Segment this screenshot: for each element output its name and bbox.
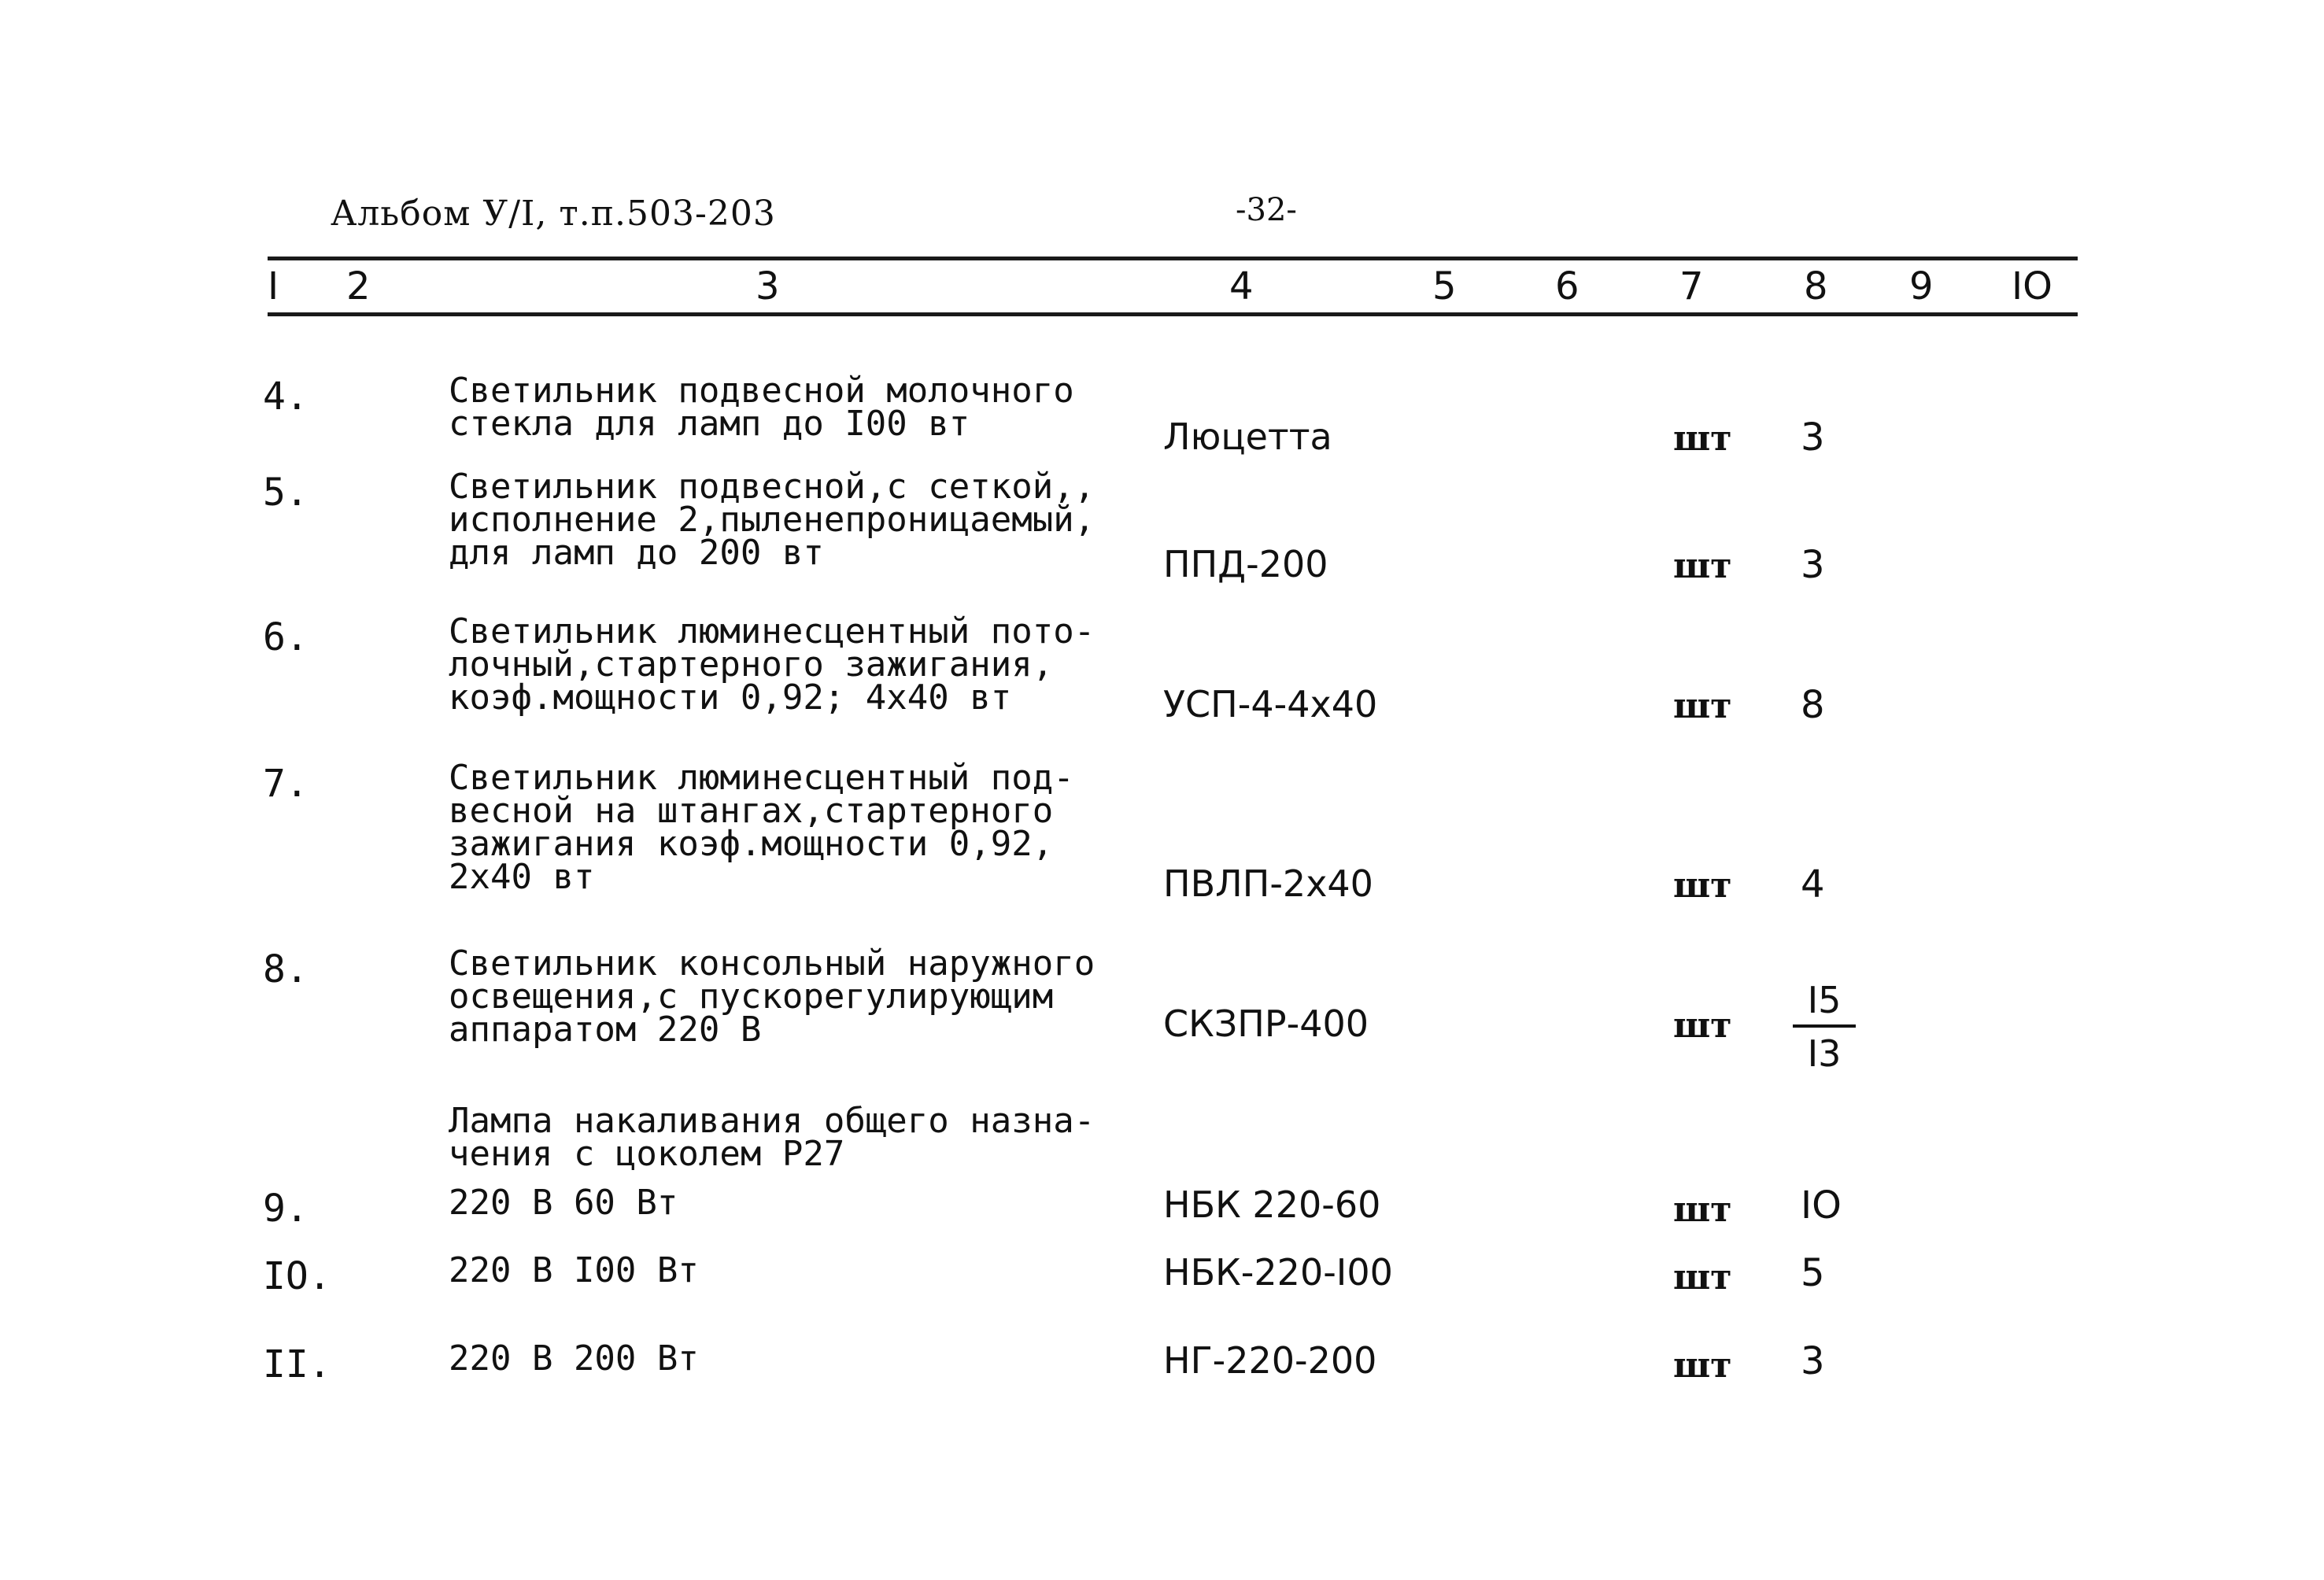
column-number: 7 xyxy=(1679,264,1704,308)
item-quantity: 3 xyxy=(1801,1339,1825,1383)
item-unit: шт xyxy=(1673,866,1732,906)
item-code: УСП-4-4х40 xyxy=(1163,683,1378,725)
group-description: Лампа накаливания общего назна- чения с цоколем Р27 xyxy=(449,1101,1095,1174)
column-number: I xyxy=(268,264,279,308)
item-quantity-fraction xyxy=(1793,979,1856,1075)
page-number: -32- xyxy=(1236,192,1297,228)
item-unit: шт xyxy=(1673,1257,1732,1298)
column-number: 4 xyxy=(1229,264,1254,308)
item-quantity: 5 xyxy=(1801,1251,1825,1295)
item-code: ППД-200 xyxy=(1163,543,1328,585)
row-number: 4. xyxy=(263,375,309,419)
item-quantity: 3 xyxy=(1801,543,1825,587)
item-description: 220 В I00 Вт xyxy=(449,1250,699,1290)
item-code: НБК 220-60 xyxy=(1163,1183,1381,1226)
row-number: IO. xyxy=(263,1254,331,1298)
row-number: 9. xyxy=(263,1187,309,1231)
column-number: 9 xyxy=(1909,264,1934,308)
column-number: 2 xyxy=(346,264,371,308)
item-code: СКЗПР-400 xyxy=(1163,1002,1369,1045)
item-unit: шт xyxy=(1673,419,1732,459)
item-description: 220 В 200 Вт xyxy=(449,1338,699,1379)
quantity-denominator: I3 xyxy=(1807,1032,1842,1075)
item-unit: шт xyxy=(1673,1346,1732,1386)
column-number: IO xyxy=(2012,264,2052,308)
column-number: 8 xyxy=(1804,264,1828,308)
row-number: 7. xyxy=(263,762,309,806)
row-number: II. xyxy=(263,1342,331,1386)
column-number: 5 xyxy=(1432,264,1457,308)
item-description: Светильник люминесцентный пото- лочный,стартерного зажигания, коэф.мощности 0,92; 4х40 вт xyxy=(449,611,1095,718)
item-unit: шт xyxy=(1673,1190,1732,1230)
row-number: 5. xyxy=(263,471,309,515)
quantity-numerator: I5 xyxy=(1793,979,1856,1028)
item-quantity: 3 xyxy=(1801,415,1825,460)
item-quantity: 8 xyxy=(1801,683,1825,727)
header-top-rule xyxy=(268,257,2078,260)
item-description: 220 В 60 Вт xyxy=(449,1183,678,1223)
column-number: 6 xyxy=(1555,264,1580,308)
item-description: Светильник подвесной,с сеткой,, исполнение 2,пыленепроницаемый, для ламп до 200 вт xyxy=(449,467,1095,573)
header-bottom-rule xyxy=(268,312,2078,316)
item-description: Светильник люминесцентный под- весной на штангах,стартерного зажигания коэф.мощности 0,92, 2х40 вт xyxy=(449,758,1074,897)
row-number: 8. xyxy=(263,947,309,991)
item-unit: шт xyxy=(1673,686,1732,726)
item-description: Светильник подвесной молочного стекла для ламп до I00 вт xyxy=(449,371,1074,444)
item-quantity: 4 xyxy=(1801,862,1825,906)
album-reference: Альбом У/I, т.п.503-203 xyxy=(331,194,776,234)
row-number: 6. xyxy=(263,615,309,659)
item-code: Люцетта xyxy=(1163,415,1332,458)
item-code: НБК-220-I00 xyxy=(1163,1251,1393,1294)
item-description: Светильник консольный наружного освещения,с пускорегулирующим аппаратом 220 В xyxy=(449,943,1095,1050)
item-unit: шт xyxy=(1673,546,1732,586)
item-quantity: IO xyxy=(1801,1183,1842,1227)
item-code: ПВЛП-2х40 xyxy=(1163,862,1373,905)
column-number: 3 xyxy=(756,264,780,308)
item-unit: шт xyxy=(1673,1006,1732,1046)
item-code: НГ-220-200 xyxy=(1163,1339,1377,1382)
